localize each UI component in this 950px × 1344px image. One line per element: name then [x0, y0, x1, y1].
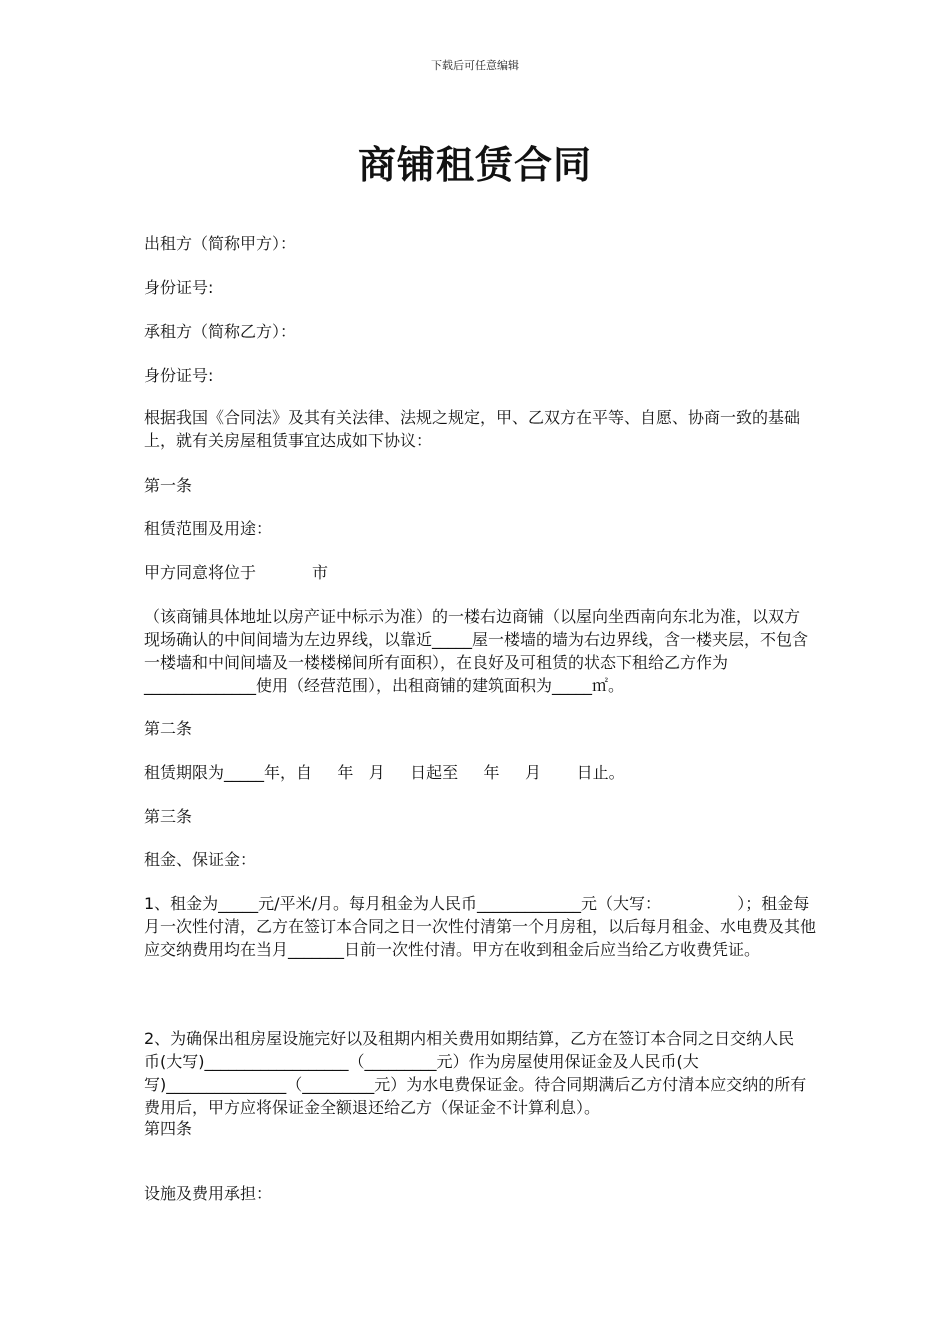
preamble-paragraph: 根据我国《合同法》及其有关法律、法规之规定，甲、乙双方在平等、自愿、协商一致的基础上，就有关房屋租赁事宜达成如下协议： — [144, 408, 801, 450]
article-3-heading: 第三条 — [144, 807, 193, 826]
lessee-id-line: 身份证号: — [144, 366, 214, 385]
lease-scope-heading: 租赁范围及用途： — [144, 519, 273, 538]
location-line: 甲方同意将位于 市 — [144, 563, 328, 582]
rent-deposit-heading: 租金、保证金： — [144, 850, 257, 869]
lease-term-line: 租赁期限为_____年，自 年 月 日起至 年 月 日止。 — [144, 763, 625, 782]
article-1-heading: 第一条 — [144, 476, 193, 495]
premises-description-paragraph: （该商铺具体地址以房产证中标示为准）的一楼右边商铺（以屋向坐西南向东北为准，以双方现场确认的中间间墙为左边界线，以靠近_____屋一楼墙的墙为右边界线，含一楼夹层，不包含一楼墙和中间间墙及一楼楼梯间所有面积），在良好及可租赁的状态下租给乙方作为______________使用（经营范围），出租商铺的建筑面积为_____㎡。 — [144, 607, 809, 695]
rent-clause-paragraph: 1、租金为_____元/平米/月。每月租金为人民币_____________元（大写： ）；租金每月一次性付清，乙方在签订本合同之日一次性付清第一个月房租，以后每月租金、水电费及其他应交纳费用均在当月_______日前一次性付清。甲方在收到租金后应当给乙方收费凭证。 — [144, 894, 817, 959]
deposit-clause-paragraph: 2、为确保出租房屋设施完好以及租期内相关费用如期结算，乙方在签订本合同之日交纳人民币(大写)__________________（_________元）作为房屋使用保证金及人民币(大写)_______________（_________元）为水电费保证金。待合同期满后乙方付清本应交纳的所有费用后，甲方应将保证金全额退还给乙方（保证金不计算利息）。 — [144, 1029, 807, 1117]
header-note: 下载后可任意编辑 — [431, 59, 519, 72]
lessee-line: 承租方（简称乙方）： — [144, 322, 297, 341]
lessor-line: 出租方（简称甲方）： — [144, 234, 297, 253]
facilities-costs-heading: 设施及费用承担： — [144, 1184, 273, 1203]
document-title: 商铺租赁合同 — [357, 143, 592, 187]
article-4-heading: 第四条 — [144, 1119, 193, 1138]
lessor-id-line: 身份证号: — [144, 278, 214, 297]
article-2-heading: 第二条 — [144, 719, 193, 738]
